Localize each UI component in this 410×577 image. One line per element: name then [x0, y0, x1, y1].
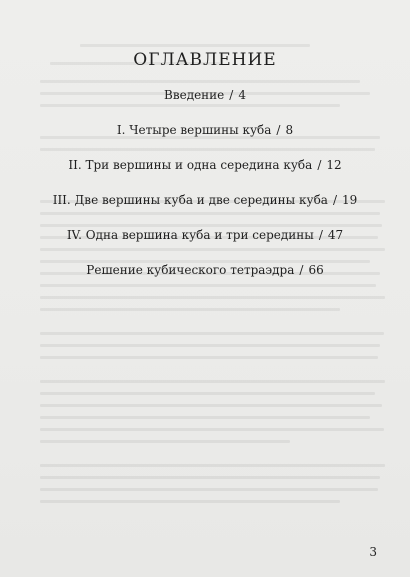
page-title: ОГЛАВЛЕНИЕ: [133, 50, 277, 70]
toc-entry[interactable]: [0, 228, 410, 263]
toc-entry[interactable]: [0, 158, 410, 193]
toc-entry-title: III. Две вершины куба и две середины куба: [52, 193, 328, 207]
toc-entry-title: IV. Одна вершина куба и три середины: [66, 228, 314, 242]
toc-separator: /: [332, 193, 338, 207]
toc-separator: /: [317, 158, 322, 172]
toc-entry-title: I. Четыре вершины куба: [116, 123, 272, 137]
toc-entry[interactable]: [0, 123, 410, 158]
toc-entry-title: Решение кубического тетраэдра: [86, 263, 295, 277]
toc-entry-page: 19: [342, 193, 358, 207]
toc-entry[interactable]: [0, 263, 410, 298]
toc-entry-title: Введение: [164, 88, 225, 102]
table-of-contents: [0, 88, 410, 298]
toc-separator: /: [318, 228, 323, 242]
toc-entry-page: 12: [326, 158, 342, 172]
toc-entry-page: 66: [308, 263, 324, 277]
toc-separator: /: [299, 263, 304, 277]
page-number: 3: [369, 545, 377, 559]
toc-entry[interactable]: [0, 88, 410, 123]
toc-separator: /: [276, 123, 281, 137]
toc-separator: /: [229, 88, 234, 102]
toc-entry-page: 47: [327, 228, 344, 242]
toc-entry[interactable]: [0, 193, 410, 228]
toc-entry-title: II. Три вершины и одна середина куба: [68, 158, 313, 172]
toc-entry-page: 8: [285, 123, 294, 137]
toc-entry-page: 4: [238, 88, 246, 102]
